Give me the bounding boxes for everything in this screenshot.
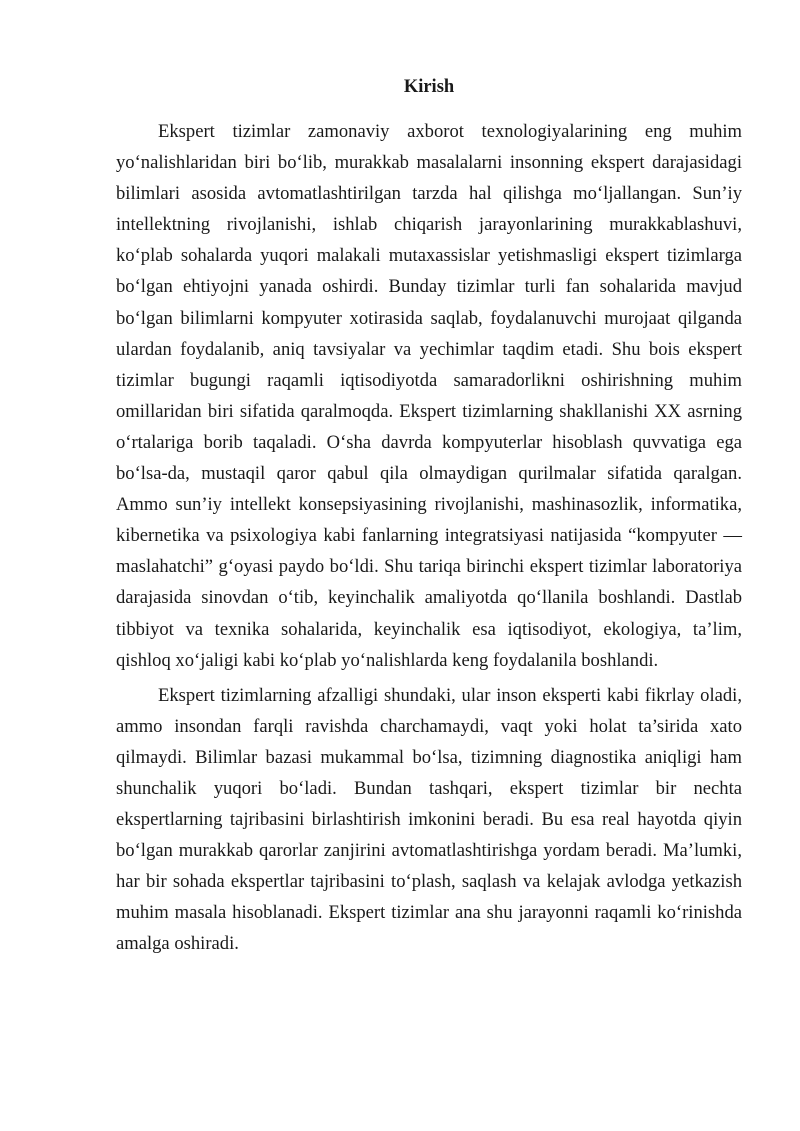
paragraph-1: Ekspert tizimlar zamonaviy axborot texnologiyalarining eng muhim yoʻnalishlaridan biri boʻlib, murakkab masalalarni insonning ekspert darajasidagi bilimlari asosida avtomatlashtirilgan tarzda hal qilishga moʻljallangan. Sun’iy intellektning rivojlanishi, ishlab chiqarish jarayonlarining murakkablashuvi, koʻplab sohalarda yuqori malakali mutaxassislar yetishmasligi ekspert tizimlarga boʻlgan ehtiyojni yanada oshirdi. Bunday tizimlar turli fan sohalarida mavjud boʻlgan bilimlarni kompyuter xotirasida saqlab, foydalanuvchi murojaat qilganda ulardan foydalanib, aniq tavsiyalar va yechimlar taqdim etadi. Shu bois ekspert tizimlar bugungi raqamli iqtisodiyotda samaradorlikni oshirishning muhim omillaridan biri sifatida qaralmoqda. Ekspert tizimlarning shakllanishi XX asrning oʻrtalariga borib taqaladi. Oʻsha davrda kompyuterlar hisoblash quvvatiga ega boʻlsa-da, mustaqil qaror qabul qila olmaydigan qurilmalar sifatida qaralgan. Ammo sun’iy intellekt konsepsiyasining rivojlanishi, mashinasozlik, informatika, kibernetika va psixologiya kabi fanlarning integratsiyasi natijasida “kompyuter — maslahatchi” gʻoyasi paydo boʻldi. Shu tariqa birinchi ekspert tizimlar laboratoriya darajasida sinovdan oʻtib, keyinchalik amaliyotda qoʻllanila boshlandi. Dastlab tibbiyot va texnika sohalarida, keyinchalik esa iqtisodiyot, ekologiya, ta’lim, qishloq xoʻjaligi kabi koʻplab yoʻnalishlarda keng foydalanila boshlandi. bbox=[116, 121, 742, 671]
paragraph-2: Ekspert tizimlarning afzalligi shundaki, ular inson eksperti kabi fikrlay oladi, ammo insondan farqli ravishda charchamaydi, vaqt yoki holat ta’sirida xato qilmaydi. Bilimlar bazasi mukammal boʻlsa, tizimning diagnostika aniqligi ham shunchalik yuqori boʻladi. Bundan tashqari, ekspert tizimlar bir nechta ekspertlarning tajribasini birlashtirish imkonini beradi. Bu esa real hayotda qiyin boʻlgan murakkab qarorlar zanjirini avtomatlashtirishga yordam beradi. Ma’lumki, har bir sohada ekspertlar tajribasini toʻplash, saqlash va kelajak avlodga yetkazish muhim masala hisoblanadi. Ekspert tizimlar ana shu jarayonni raqamli koʻrinishda amalga oshiradi. bbox=[116, 684, 742, 955]
page-title: Kirish bbox=[403, 77, 455, 97]
document-body bbox=[116, 116, 742, 964]
